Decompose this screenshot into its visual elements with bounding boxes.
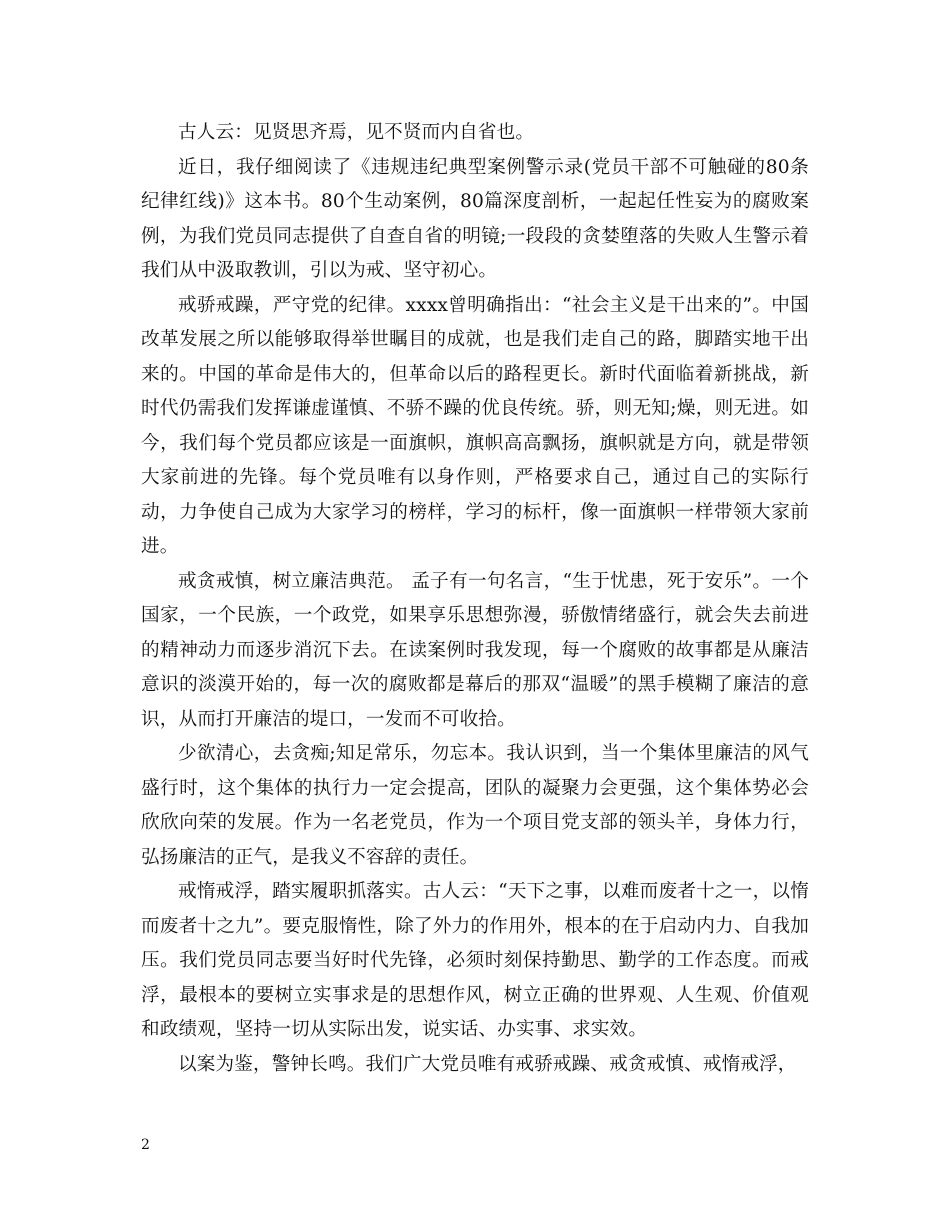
paragraph-integrity: 戒贪戒慎，树立廉洁典范。 孟子有一句名言，“生于忧患，死于安乐”。一个国家，一个民族，一个政党，如果享乐思想弥漫，骄傲情绪盛行，就会失去前进的精神动力而逐步消沉下去。在读案例时我发现，每一个腐败的故事都是从廉洁意识的淡漠开始的，每一次的腐败都是幕后的那双“温暖”的黑手模糊了廉洁的意识，从而打开廉洁的堤口，一发而不可收拾。 xyxy=(141,570,809,730)
paragraph-conclusion: 以案为鉴，警钟长鸣。我们广大党员唯有戒骄戒躁、戒贪戒慎、戒惰戒浮， xyxy=(178,1053,797,1075)
paragraph-reading-intro: 近日，我仔细阅读了《违规违纪典型案例警示录(党员干部不可触碰的80条纪律红线)》这本书。80个生动案例，80篇深度剖析，一起起任性妄为的腐败案例，为我们党员同志提供了自查自省的明镜;一段段的贪婪堕落的失败人生警示着我们从中汲取教训，引以为戒、坚守初心。 xyxy=(141,156,809,281)
page-number: 2 xyxy=(141,1137,150,1153)
paragraph-discipline: 戒骄戒躁，严守党的纪律。xxxx曾明确指出：“社会主义是干出来的”。中国改革发展之所以能够取得举世瞩目的成就，也是我们走自己的路，脚踏实地干出来的。中国的革命是伟大的，但革命以后的路程更长。新时代面临着新挑战，新时代仍需我们发挥谦虚谨慎、不骄不躁的优良传统。骄，则无知;燥，则无进。如今，我们每个党员都应该是一面旗帜，旗帜高高飘扬，旗帜就是方向，就是带领大家前进的先锋。每个党员唯有以身作则，严格要求自己，通过自己的实际行动，力争使自己成为大家学习的榜样，学习的标杆，像一面旗帜一样带领大家前进。 xyxy=(141,294,809,557)
paragraph-diligence: 戒惰戒浮，踏实履职抓落实。古人云：“天下之事，以难而废者十之一，以惰而废者十之九”。要克服惰性，除了外力的作用外，根本的在于启动内力、自我加压。我们党员同志要当好时代先锋，必须时刻保持勤思、勤学的工作态度。而戒浮，最根本的要树立实事求是的思想作风，树立正确的世界观、人生观、价值观和政绩观，坚持一切从实际出发，说实话、办实事、求实效。 xyxy=(141,881,809,1040)
paragraph-contentment: 少欲清心，去贪痴;知足常乐，勿忘本。我认识到，当一个集体里廉洁的风气盛行时，这个集体的执行力一定会提高，团队的凝聚力会更强，这个集体势必会欣欣向荣的发展。作为一名老党员，作为一个项目党支部的领头羊，身体力行，弘扬廉洁的正气，是我义不容辞的责任。 xyxy=(141,743,809,868)
paragraph-opening-quote: 古人云：见贤思齐焉，见不贤而内自省也。 xyxy=(178,122,535,143)
document-body xyxy=(141,116,809,1082)
